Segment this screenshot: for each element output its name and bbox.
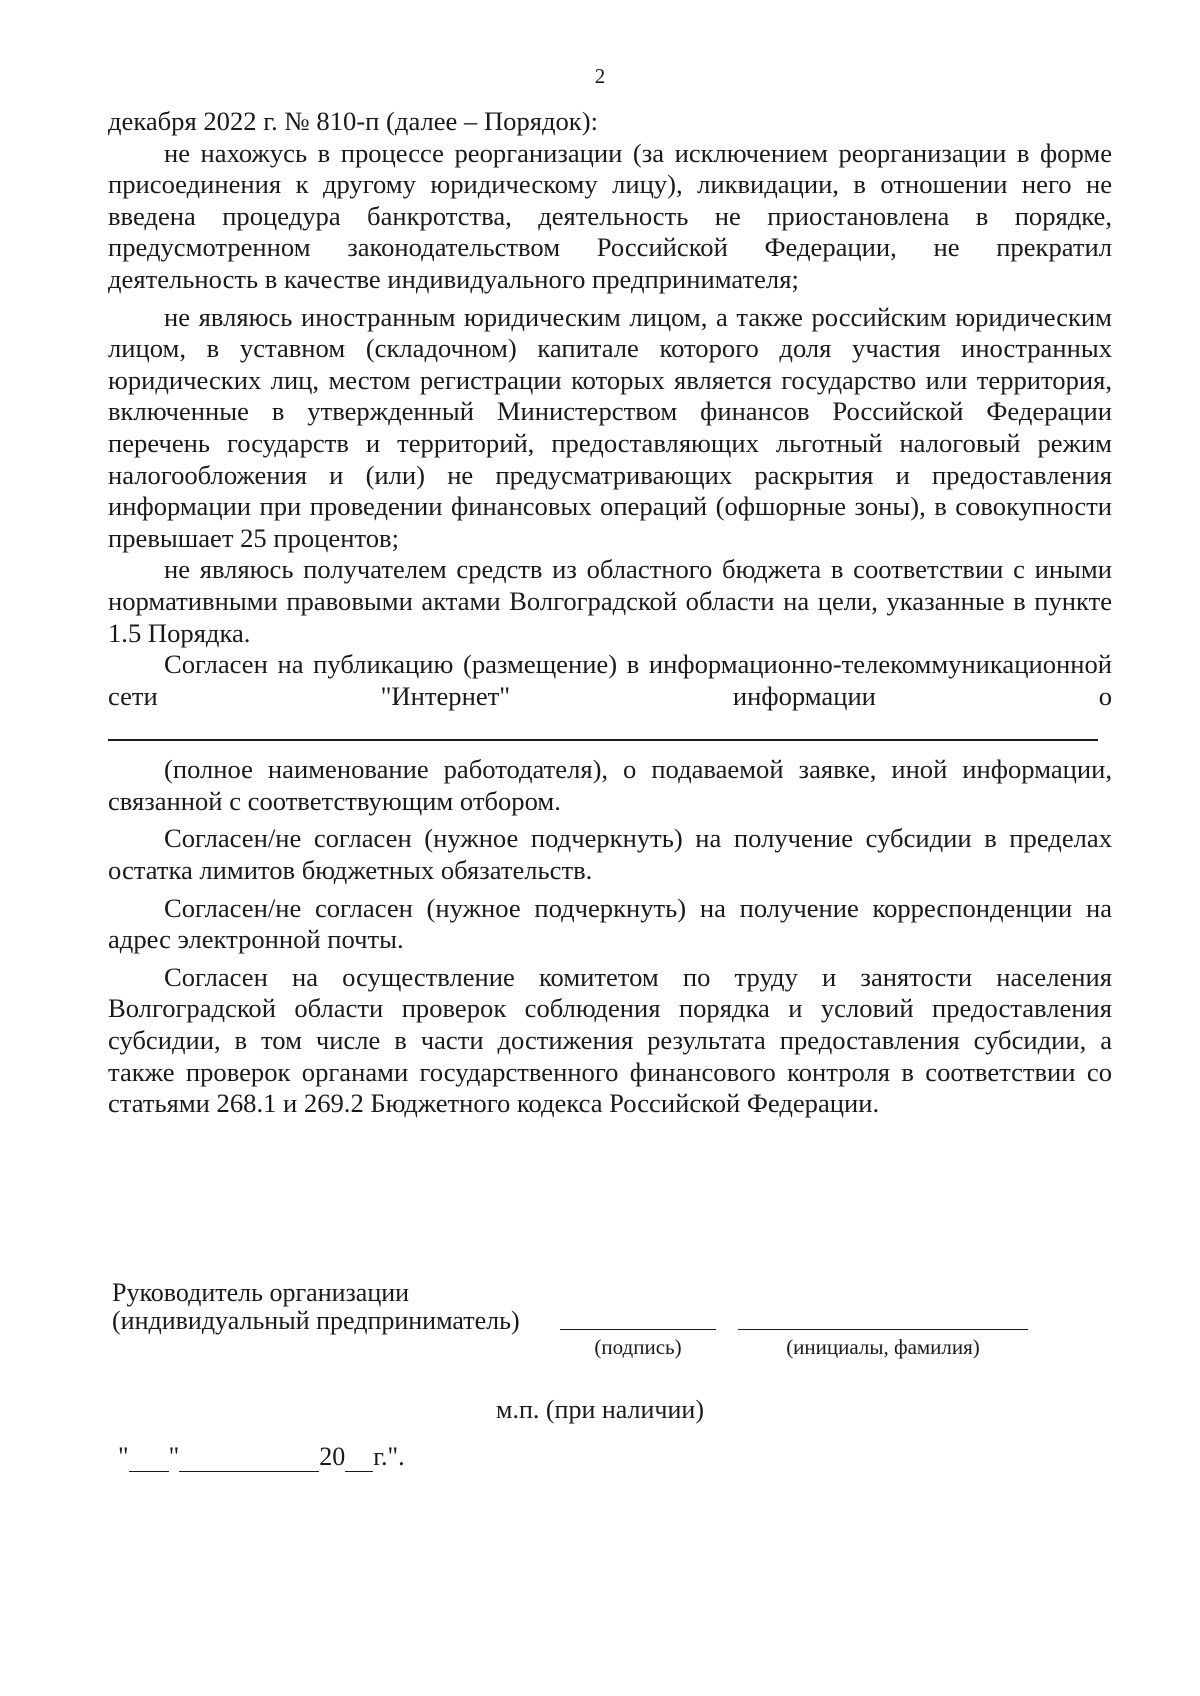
- day-blank: [129, 1449, 169, 1472]
- initials-name-caption: (инициалы, фамилия): [786, 1335, 980, 1359]
- signer-subtitle: (индивидуальный предприниматель): [112, 1306, 520, 1335]
- document-body: [108, 106, 1112, 1120]
- signature-caption: (подпись): [594, 1335, 682, 1359]
- date-quote-close: ": [168, 1442, 180, 1471]
- stamp-note: м.п. (при наличии): [496, 1395, 704, 1424]
- date-suffix: г.".: [373, 1442, 405, 1471]
- paragraph-subsidy-consent: Согласен/не согласен (нужное подчеркнуть) на получение субсидии в пределах остатка лимитов бюджетных обязательств.: [108, 823, 1112, 886]
- page-number: 2: [594, 64, 606, 88]
- paragraph-not-foreign-entity: не являюсь иностранным юридическим лицом, а также российским юридическим лицом, в уставном (складочном) капитале которого доля участия иностранных юридических лиц, местом регистрации которых является государство или территория, включенные в утвержденный Министерством финансов Российской Федерации перечень государств и территорий, предоставляющих льготный налоговый режим налогообложения и (или) не предусматривающих раскрытия и предоставления информации при проведении финансовых операций (офшорные зоны), в совокупности превышает 25 процентов;: [108, 301, 1112, 553]
- date-line: [118, 1442, 405, 1472]
- paragraph-email-consent: Согласен/не согласен (нужное подчеркнуть) на получение корреспонденции на адрес электронной почты.: [108, 892, 1112, 955]
- paragraph-not-reorganizing: не нахожусь в процессе реорганизации (за исключением реорганизации в форме присоединения к другому юридическому лицу), ликвидации, в отношении него не введена процедура банкротства, деятельность не приостановлена в порядке, предусмотренном законодательством Российской Федерации, не прекратил деятельность в качестве индивидуального предпринимателя;: [108, 137, 1112, 294]
- year-blank: [345, 1449, 373, 1472]
- signature-line: [560, 1329, 716, 1330]
- month-blank: [179, 1449, 319, 1472]
- signature-block: [112, 1278, 1132, 1359]
- signer-title: Руководитель организации: [112, 1278, 410, 1307]
- paragraph-inspection-consent: Согласен на осуществление комитетом по труду и занятости населения Волгоградской области проверок соблюдения порядка и условий предоставления субсидии, в том числе в части достижения результата предоставления субсидии, а также проверок органами государственного финансового контроля в соответствии со статьями 268.1 и 269.2 Бюджетного кодекса Российской Федерации.: [108, 961, 1112, 1119]
- year-prefix: 20: [319, 1442, 346, 1471]
- paragraph-not-budget-recipient: не являюсь получателем средств из областного бюджета в соответствии с иными нормативными правовыми актами Волгоградской области на цели, указанные в пункте 1.5 Порядка.: [108, 554, 1112, 648]
- employer-name-fill-line: [108, 739, 1098, 741]
- paragraph-publication-consent: Согласен на публикацию (размещение) в информационно-телекоммуникационной сети "Интернет" информации о: [108, 649, 1112, 711]
- date-quote-open: ": [118, 1442, 129, 1471]
- initials-name-line: [738, 1329, 1028, 1330]
- paragraph-employer-name-caption: (полное наименование работодателя), о подаваемой заявке, иной информации, связанной с соответствующим отбором.: [108, 754, 1112, 816]
- paragraph-intro: декабря 2022 г. № 810-п (далее – Порядок):: [108, 106, 598, 136]
